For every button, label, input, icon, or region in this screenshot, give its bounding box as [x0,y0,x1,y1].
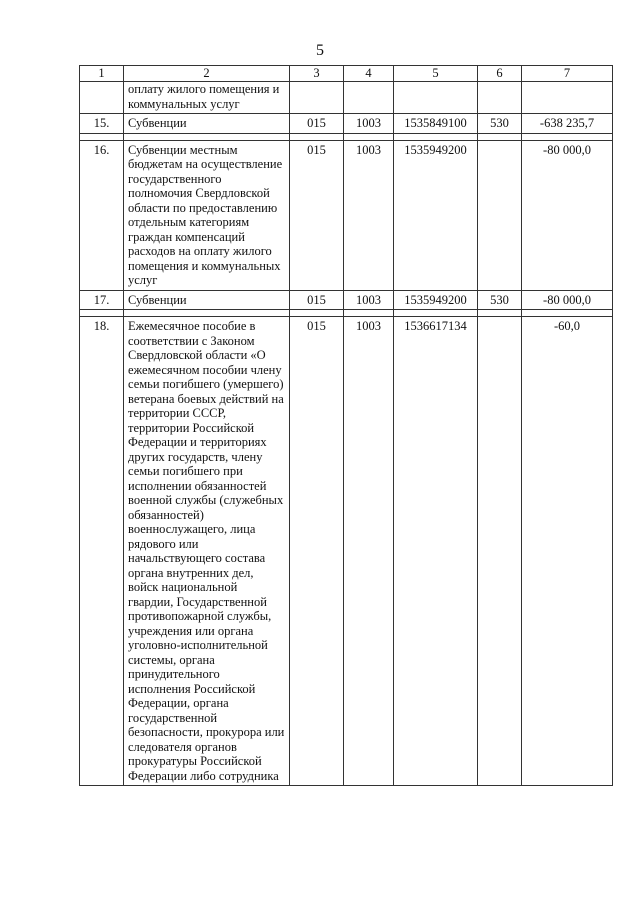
page-number: 5 [316,42,324,59]
cell-col6 [478,140,522,290]
cell-col6 [478,82,522,114]
row-description: оплату жилого помещения и коммунальных услуг [124,82,290,114]
budget-table [79,65,613,786]
row-number [80,82,124,114]
spacer-row [80,133,613,140]
table-row [80,140,613,290]
cell-col4: 1003 [344,114,394,134]
row-description: Ежемесячное пособие в соответствии с Законом Свердловской области «О ежемесячном пособии члену семьи погибшего (умершего) ветерана боевых действий на территории СССР, территории Российской Федерации и территориях других государств, члену семьи погибшего при исполнении обязанностей военной службы (служебных обязанностей) военнослужащего, лица рядового или начальствующего состава органа внутренних дел, войск национальной гвардии, Государственной противопожарной службы, учреждения или органа уголовно-исполнительной системы, органа принудительного исполнения Российской Федерации, органа государственной безопасности, прокурора или следователя органов прокуратуры Российской Федерации либо сотрудника [124,317,290,786]
table-row [80,82,613,114]
column-header: 4 [344,66,394,82]
cell-col5: 1536617134 [394,317,478,786]
table-row [80,290,613,310]
row-number: 18. [80,317,124,786]
row-description: Субвенции [124,290,290,310]
column-header: 5 [394,66,478,82]
cell-col5 [394,82,478,114]
row-description: Субвенции [124,114,290,134]
cell-col3: 015 [290,290,344,310]
column-header: 1 [80,66,124,82]
column-header: 6 [478,66,522,82]
column-header: 7 [522,66,613,82]
table-row [80,317,613,786]
row-number: 15. [80,114,124,134]
row-number: 16. [80,140,124,290]
row-description: Субвенции местным бюджетам на осуществление государственного полномочия Свердловской области по предоставлению отдельным категориям граждан компенсаций расходов на оплату жилого помещения и коммунальных услуг [124,140,290,290]
cell-col6: 530 [478,114,522,134]
header-row [80,66,613,82]
cell-col4 [344,82,394,114]
cell-col5: 1535949200 [394,140,478,290]
row-number: 17. [80,290,124,310]
cell-col3: 015 [290,317,344,786]
cell-col4: 1003 [344,290,394,310]
spacer-row [80,310,613,317]
cell-col6: 530 [478,290,522,310]
cell-col4: 1003 [344,317,394,786]
cell-col7: -80 000,0 [522,140,613,290]
cell-col7 [522,82,613,114]
cell-col7: -638 235,7 [522,114,613,134]
cell-col4: 1003 [344,140,394,290]
cell-col5: 1535849100 [394,114,478,134]
cell-col7: -60,0 [522,317,613,786]
column-header: 3 [290,66,344,82]
cell-col3 [290,82,344,114]
cell-col6 [478,317,522,786]
cell-col7: -80 000,0 [522,290,613,310]
column-header: 2 [124,66,290,82]
cell-col3: 015 [290,114,344,134]
cell-col5: 1535949200 [394,290,478,310]
cell-col3: 015 [290,140,344,290]
table-row [80,114,613,134]
